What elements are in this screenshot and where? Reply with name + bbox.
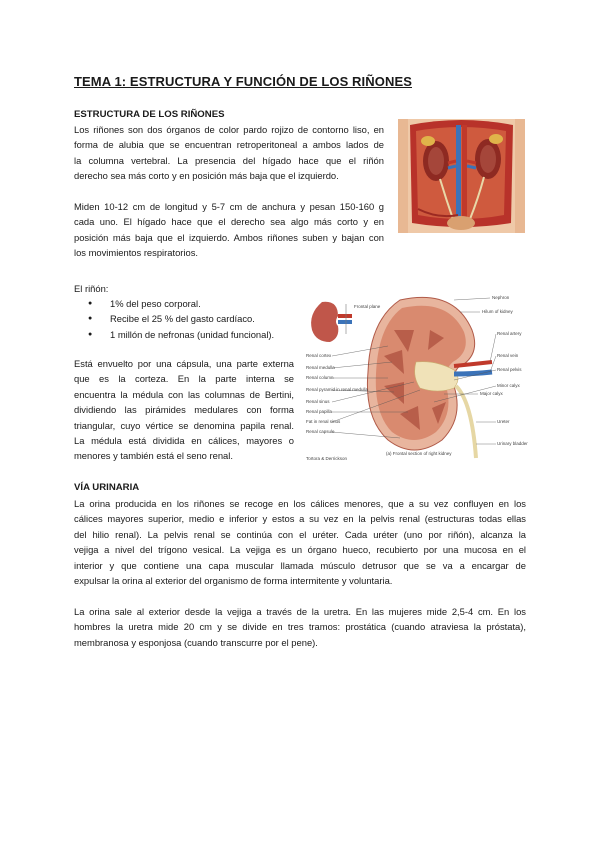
diagram-label: Major calyx [480, 391, 503, 396]
diagram-label: Ureter [497, 419, 510, 424]
text-line: encuentra la médula con las columnas de Bertini, [74, 388, 294, 400]
text-line: que es la corteza. En la parte interna se [74, 373, 294, 385]
text-line: posición más baja que el izquierdo. Ambos riñones suben y bajan con [74, 231, 384, 243]
inset-label: Frontal plane [354, 304, 381, 309]
diagram-label: Renal capsule [306, 429, 335, 434]
diagram-label: Renal papilla [306, 409, 333, 414]
text-line: derecho sea más corto y en posición más baja que el izquierdo. [74, 170, 339, 182]
diagram-label: Urinary bladder [497, 441, 528, 446]
text-line: menores y también está el seno renal. [74, 450, 233, 462]
paragraph-intro [74, 122, 384, 184]
text-line: dividiendo las pirámides medulares con forma [74, 404, 294, 416]
text-line: La orina sale al exterior desde la vejiga a través de la uretra. En las mujeres mide 2,5-4 cm. En los [74, 606, 526, 617]
diagram-credit: Tortora & Derrickson [306, 456, 348, 461]
kidney-section-diagram [304, 290, 528, 462]
paragraph-urethra [74, 604, 526, 650]
paragraph-structure [74, 356, 294, 464]
list-item: ● 1% del peso corporal. [88, 296, 274, 311]
text-line: membranosa y esponjosa (cuando transcurre por el pene). [74, 636, 318, 648]
section-heading-via-urinaria: VÍA URINARIA [74, 482, 140, 493]
text-line: los movimientos respiratorios. [74, 247, 198, 259]
text-line: forma de alubia que se encuentran retroperitoneal a ambos lados de [74, 139, 384, 151]
text-line: Los riñones son dos órganos de color pardo rojizo de contorno liso, en [74, 124, 384, 135]
text-line: La médula está dividida en cálices, mayores o [74, 435, 294, 447]
text-line: expulsar la orina al exterior del organismo de forma intermitente y voluntaria. [74, 575, 393, 587]
diagram-label: Renal pelvis [497, 367, 522, 372]
text-line: El riñón: [74, 283, 109, 294]
kidney-facts-list [88, 296, 274, 342]
page-title: TEMA 1: ESTRUCTURA Y FUNCIÓN DE LOS RIÑONES [74, 74, 412, 89]
kidney-section-illustration [304, 290, 528, 462]
section-heading-estructura: ESTRUCTURA DE LOS RIÑONES [74, 109, 225, 120]
diagram-label: Renal pyramid in renal medulla [306, 387, 369, 392]
text-line: del hilio renal). La pelvis renal se continúa con el uréter. Cada uréter (uno por riñón), alcanza la [74, 528, 526, 540]
text-line: la columna vertebral. La presencia del hígado hace que el riñón [74, 154, 384, 166]
text-line: Miden 10-12 cm de longitud y 5-7 cm de anchura y pesan 150-160 g [74, 201, 384, 212]
diagram-label: Renal vein [497, 353, 519, 358]
diagram-label: Renal medulla [306, 365, 335, 370]
text-line: La orina producida en los riñones se recoge en los cálices menores, que a su vez confluyen en los [74, 498, 526, 509]
abdomen-anatomy-image [398, 119, 525, 233]
diagram-label: Renal sinus [306, 399, 330, 404]
text-line: hombres la uretra mide 20 cm y se divide en tres tramos: prostática (cuando atraviesa la próstata), [74, 621, 526, 633]
diagram-label: Renal artery [497, 331, 522, 336]
text-line: cálices mayores superior, medio e inferior y estos a su vez en la pelvis renal (estructuras todas ellas [74, 513, 526, 525]
text-line: cada uno. El hígado hace que el derecho sea algo más corto y en [74, 216, 384, 228]
text-line: Está envuelto por una cápsula, una parte externa [74, 358, 294, 369]
paragraph-urinary-path [74, 496, 526, 588]
diagram-label: Hilum of kidney [482, 309, 513, 314]
diagram-label: Minor calyx [497, 383, 520, 388]
diagram-label: Renal column [306, 375, 334, 380]
text-line: interior y que contiene una capa muscular llamada músculo detrusor que se va a encargar de [74, 559, 526, 571]
list-item: ● Recibe el 25 % del gasto cardíaco. [88, 311, 274, 326]
list-item: ● 1 millón de nefronas (unidad funcional). [88, 327, 274, 342]
diagram-label: Fat in renal sinus [306, 419, 341, 424]
diagram-label: Nephron [492, 295, 510, 300]
diagram-label: Renal cortex [306, 353, 332, 358]
text-line: triangular, cuyo vértice se denomina papila renal. [74, 419, 294, 431]
paragraph-dimensions [74, 199, 384, 261]
diagram-caption: (a) Frontal section of right kidney [386, 451, 452, 456]
kidney-facts-label [74, 281, 108, 296]
abdomen-anatomy-illustration [398, 119, 525, 233]
text-line: vejiga a nivel del trígono vesical. La vejiga es un órgano hueco, recubierto por una mucosa en el [74, 544, 526, 556]
